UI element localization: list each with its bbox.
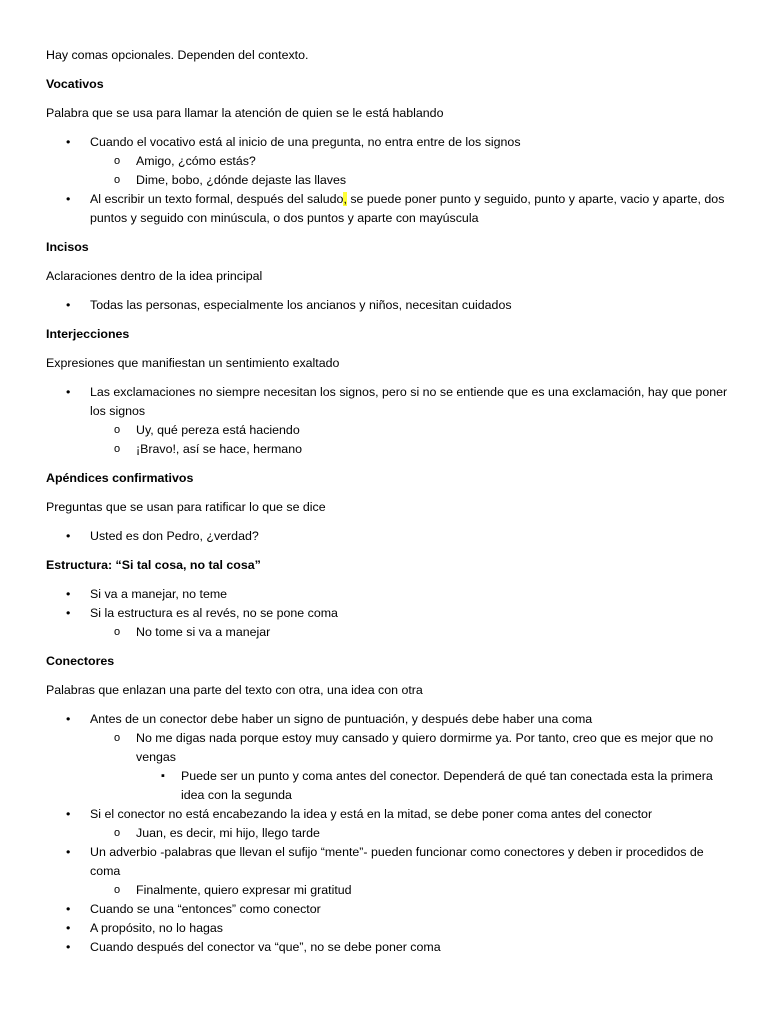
list-item: • Cuando se una “entonces” como conector xyxy=(46,900,736,919)
sub-list-item: o No tome si va a manejar xyxy=(46,623,736,642)
list-item: • Si el conector no está encabezando la idea y está en la mitad, se debe poner coma antes del conector xyxy=(46,805,736,824)
list-item: • Si va a manejar, no teme xyxy=(46,585,736,604)
document-page xyxy=(46,46,736,957)
estructura-list xyxy=(46,585,736,642)
heading-estructura: Estructura: “Si tal cosa, no tal cosa” xyxy=(46,558,261,572)
sub-list-item: o Juan, es decir, mi hijo, llego tarde xyxy=(46,824,736,843)
sub-list-item: o Amigo, ¿cómo estás? xyxy=(46,152,736,171)
list-item: • Cuando después del conector va “que”, no se debe poner coma xyxy=(46,938,736,957)
list-item: • Un adverbio -palabras que llevan el sufijo “mente”- pueden funcionar como conectores y deben ir procedidos de coma xyxy=(46,843,736,881)
list-item-text: Al escribir un texto formal, después del saludo xyxy=(90,192,344,206)
sub-list-item: o Finalmente, quiero expresar mi gratitud xyxy=(46,881,736,900)
conectores-list xyxy=(46,710,736,957)
heading-interjecciones: Interjecciones xyxy=(46,327,130,341)
vocativos-description: Palabra que se usa para llamar la atención de quien se le está hablando xyxy=(46,106,444,120)
sub-list-item: o No me digas nada porque estoy muy cansado y quiero dormirme ya. Por tanto, creo que es mejor que no vengas xyxy=(46,729,736,767)
intro-paragraph: Hay comas opcionales. Dependen del contexto. xyxy=(46,48,309,62)
apendices-list xyxy=(46,527,736,546)
sub-list-item: o Uy, qué pereza está haciendo xyxy=(46,421,736,440)
incisos-description: Aclaraciones dentro de la idea principal xyxy=(46,269,263,283)
list-item-text: se puede poner punto y seguido, punto y aparte, vacio y aparte, dos puntos y seguido con minúscula, o dos puntos y aparte con mayúscula xyxy=(90,192,725,225)
conectores-description: Palabras que enlazan una parte del texto con otra, una idea con otra xyxy=(46,683,423,697)
heading-vocativos: Vocativos xyxy=(46,77,104,91)
highlighted-comma: , xyxy=(343,192,347,206)
heading-incisos: Incisos xyxy=(46,240,89,254)
vocativos-list xyxy=(46,133,736,228)
interjecciones-list xyxy=(46,383,736,459)
list-item: • Usted es don Pedro, ¿verdad? xyxy=(46,527,736,546)
heading-conectores: Conectores xyxy=(46,654,115,668)
heading-apendices: Apéndices confirmativos xyxy=(46,471,194,485)
sub-list-item: o ¡Bravo!, así se hace, hermano xyxy=(46,440,736,459)
apendices-description: Preguntas que se usan para ratificar lo que se dice xyxy=(46,500,326,514)
list-item: • Si la estructura es al revés, no se pone coma xyxy=(46,604,736,623)
interjecciones-description: Expresiones que manifiestan un sentimiento exaltado xyxy=(46,356,340,370)
list-item xyxy=(46,190,736,228)
incisos-list xyxy=(46,296,736,315)
list-item: • Las exclamaciones no siempre necesitan los signos, pero si no se entiende que es una exclamación, hay que poner los signos xyxy=(46,383,736,421)
list-item: • Antes de un conector debe haber un signo de puntuación, y después debe haber una coma xyxy=(46,710,736,729)
sub-list-item: o Dime, bobo, ¿dónde dejaste las llaves xyxy=(46,171,736,190)
list-item: • A propósito, no lo hagas xyxy=(46,919,736,938)
list-item: • Cuando el vocativo está al inicio de una pregunta, no entra entre de los signos xyxy=(46,133,736,152)
sub-sub-list-item: ▪ Puede ser un punto y coma antes del conector. Dependerá de qué tan conectada esta la primera idea con la segunda xyxy=(46,767,736,805)
list-item: • Todas las personas, especialmente los ancianos y niños, necesitan cuidados xyxy=(46,296,736,315)
